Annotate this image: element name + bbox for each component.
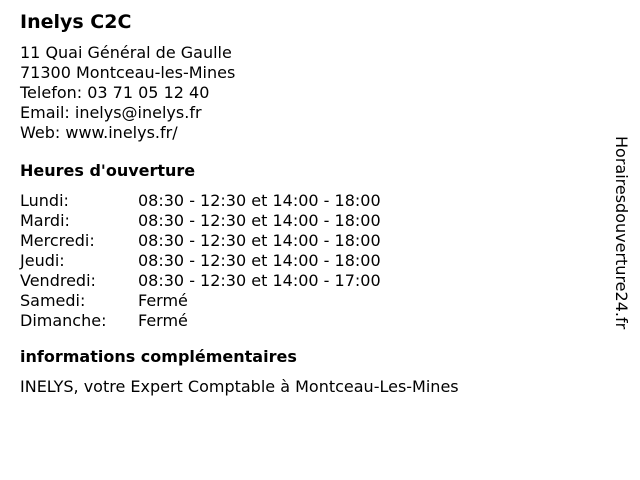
hours-day: Lundi:: [20, 191, 69, 210]
hours-time: 08:30 - 12:30 et 14:00 - 18:00: [138, 211, 381, 230]
hours-time: 08:30 - 12:30 et 14:00 - 18:00: [138, 251, 381, 270]
hours-title: Heures d'ouverture: [20, 161, 196, 180]
hours-day: Mardi:: [20, 211, 70, 230]
site-watermark: Horairesdouverture24.fr: [612, 136, 631, 330]
hours-time: 08:30 - 12:30 et 14:00 - 18:00: [138, 191, 381, 210]
hours-row-sunday: [20, 311, 600, 331]
hours-row-wednesday: [20, 231, 600, 251]
email-line: Email: inelys@inelys.fr: [20, 103, 202, 122]
business-card: [20, 10, 600, 397]
address-line-1: 11 Quai Général de Gaulle: [20, 43, 232, 62]
hours-time: Fermé: [138, 311, 188, 330]
hours-row-monday: [20, 191, 600, 211]
hours-day: Vendredi:: [20, 271, 96, 290]
hours-row-tuesday: [20, 211, 600, 231]
business-name: Inelys C2C: [20, 11, 132, 33]
hours-row-thursday: [20, 251, 600, 271]
info-text: INELYS, votre Expert Comptable à Montceau-Les-Mines: [20, 377, 459, 396]
hours-row-saturday: [20, 291, 600, 311]
web-line: Web: www.inelys.fr/: [20, 123, 178, 142]
hours-day: Dimanche:: [20, 311, 107, 330]
hours-row-friday: [20, 271, 600, 291]
hours-time: 08:30 - 12:30 et 14:00 - 17:00: [138, 271, 381, 290]
address-line-2: 71300 Montceau-les-Mines: [20, 63, 236, 82]
info-title: informations complémentaires: [20, 347, 297, 366]
hours-time: Fermé: [138, 291, 188, 310]
phone-line: Telefon: 03 71 05 12 40: [20, 83, 210, 102]
hours-day: Samedi:: [20, 291, 86, 310]
hours-time: 08:30 - 12:30 et 14:00 - 18:00: [138, 231, 381, 250]
hours-day: Jeudi:: [20, 251, 65, 270]
hours-day: Mercredi:: [20, 231, 95, 250]
